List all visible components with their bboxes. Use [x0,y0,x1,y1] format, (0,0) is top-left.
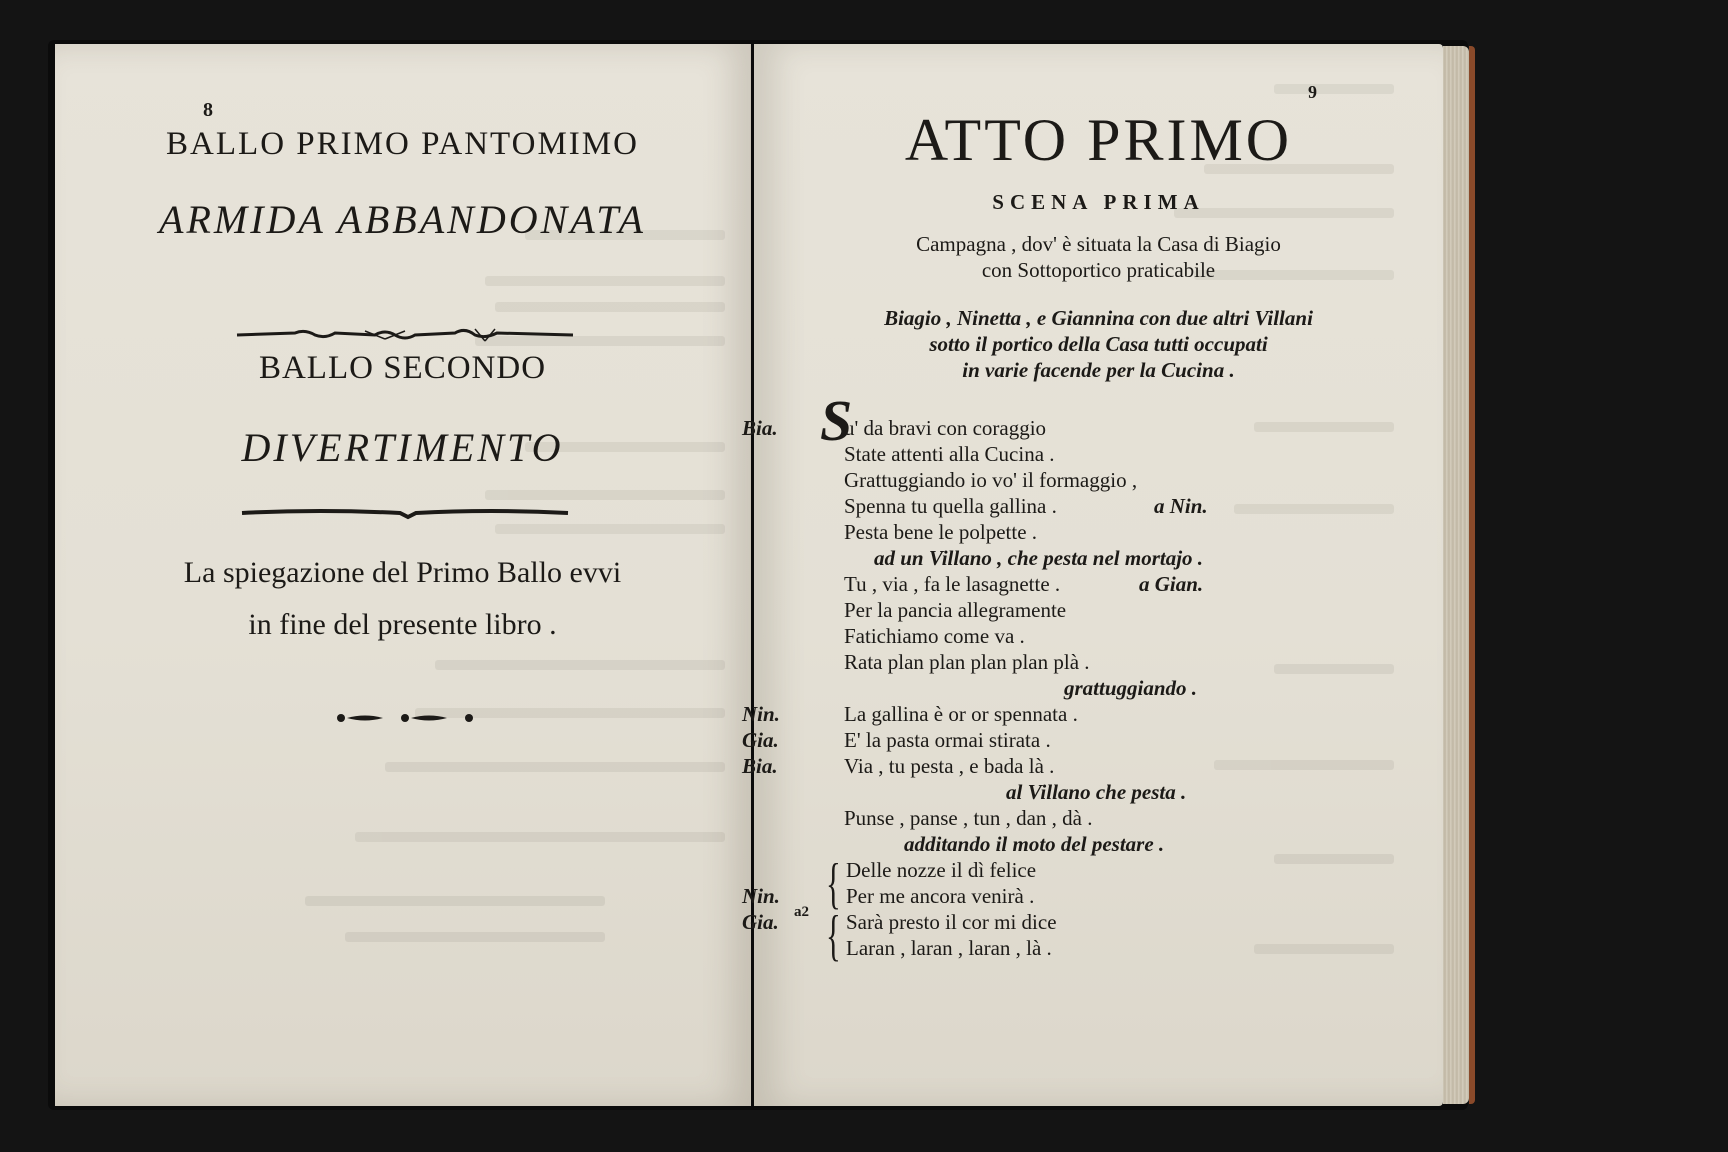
speaker-label: Gia. [742,910,779,934]
dot-ornament [335,710,475,726]
verse-line: Laran , laran , laran , là . [846,936,1052,960]
page-number: 9 [1308,82,1317,102]
verse-line: Fatichiamo come va . [844,624,1025,648]
verse-line: Per la pancia allegramente [844,598,1067,622]
verse-line: Punse , panse , tun , dan , dà . [844,806,1093,830]
stage-direction: Biagio , Ninetta , e Giannina con due altri Villani [884,306,1313,330]
scene-title: SCENA PRIMA [992,190,1205,214]
verse-line: Delle nozze il dì felice [846,858,1037,882]
explanation-note-end: in fine del presente libro . [248,608,557,641]
page-edges [1443,46,1469,1104]
speaker-label: Nin. [742,702,780,726]
stage-direction: sotto il portico della Casa tutti occupati [929,332,1268,356]
ballet-title-second: DIVERTIMENTO [241,425,564,470]
margin-annotation: a2 [794,904,809,920]
explanation-note: La spiegazione del Primo Ballo evvi [183,556,622,589]
stage-direction: additando il moto del pestare . [904,832,1165,856]
stage-direction: in varie facende per la Cucina . [962,358,1235,382]
verse-line: Grattuggiando io vo' il formaggio , [844,468,1138,492]
brace: { [826,905,841,967]
verse-line: u' da bravi con coraggio [844,416,1047,440]
brace: { [826,853,841,915]
stage-direction: grattuggiando . [1064,676,1198,700]
verse-line: Sarà presto il cor mi dice [846,910,1057,934]
ornamental-rule [235,327,575,343]
speaker-label: Nin. [742,884,780,908]
stage-direction: a Gian. [1139,572,1204,596]
verse-line: E' la pasta ormai stirata . [844,728,1051,752]
verse-line: Spenna tu quella gallina . [844,494,1057,518]
ornamental-rule-second [240,507,570,519]
verse-line: Rata plan plan plan plan plà . [844,650,1090,674]
stage-direction: al Villano che pesta . [1006,780,1187,804]
verse-line: Tu , via , fa le lasagnette . [844,572,1061,596]
verse-line: State attenti alla Cucina . [844,442,1055,466]
left-page [55,44,751,1106]
ballet-title: ARMIDA ABBANDONATA [159,197,646,242]
verse-line: La gallina è or or spennata . [844,702,1078,726]
speaker-label: Bia. [742,416,778,440]
page-number: 8 [203,99,213,121]
ballet-heading: BALLO PRIMO PANTOMIMO [166,126,639,162]
verse-line: Via , tu pesta , e bada là . [844,754,1055,778]
verse-line: Per me ancora venirà . [846,884,1035,908]
stage-direction: ad un Villano , che pesta nel mortajo . [874,546,1204,570]
drop-cap: S [820,388,853,453]
stage-direction: a Nin. [1154,494,1208,518]
speaker-label: Gia. [742,728,779,752]
verse-line: Pesta bene le polpette . [844,520,1038,544]
ballet-heading-second: BALLO SECONDO [258,350,547,386]
setting-description: Campagna , dov' è situata la Casa di Biagio [916,232,1281,256]
setting-description-end: con Sottoportico praticabile [981,258,1216,282]
right-page [742,44,1443,1106]
act-title: ATTO PRIMO [904,107,1293,173]
speaker-label: Bia. [742,754,778,778]
